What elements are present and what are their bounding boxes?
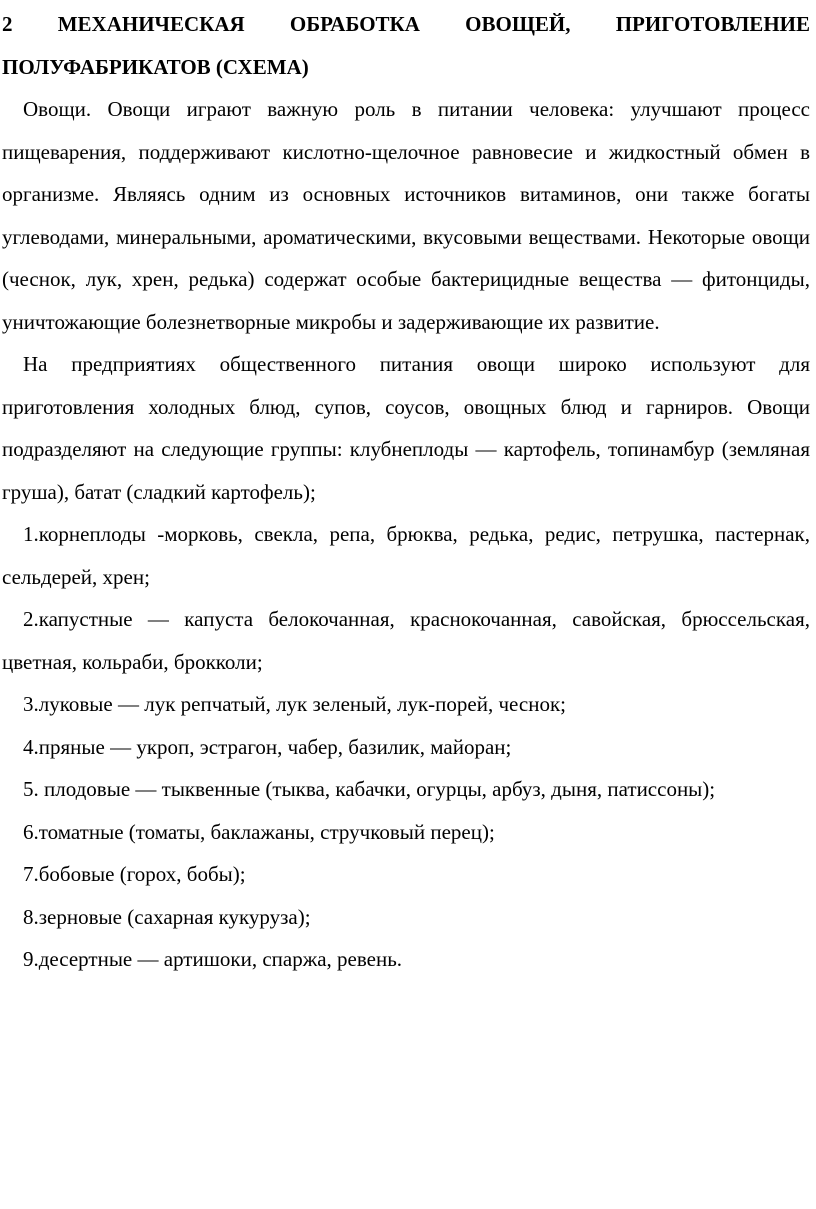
vegetable-groups-list: [2, 513, 810, 981]
list-item-spicy: 4.пряные — укроп, эстрагон, чабер, базилик, майоран;: [23, 734, 512, 759]
paragraph-vegetables-groups: На предприятиях общественного питания овощи широко используют для приготовления холодных блюд, супов, соусов, овощных блюд и гарниров. Овощи подразделяют на следующие группы: клубнеплоды — картофель, топинамбур (земляная груша), батат (сладкий картофель);: [2, 352, 810, 504]
paragraph-vegetables-intro: Овощи. Овощи играют важную роль в питании человека: улучшают процесс пищеварения, поддерживают кислотно-щелочное равновесие и жидкостный обмен в организме. Являясь одним из основных источников витаминов, они также богаты углеводами, минеральными, ароматическими, вкусовыми веществами. Некоторые овощи (чеснок, лук, хрен, редька) содержат особые бактерицидные вещества — фитонциды, уничтожающие болезнетворные микробы и задерживающие их развитие.: [2, 97, 810, 334]
list-item-onions: 3.луковые — лук репчатый, лук зеленый, лук-порей, чеснок;: [23, 692, 566, 716]
list-item-tomato-like: 6.томатные (томаты, баклажаны, стручковый перец);: [23, 819, 495, 844]
list-item-cabbages: 2.капустные — капуста белокочанная, краснокочанная, савойская, брюссельская, цветная, кольраби, брокколи;: [2, 607, 810, 674]
section-heading: 2 МЕХАНИЧЕСКАЯ ОБРАБОТКА ОВОЩЕЙ, ПРИГОТОВЛЕНИЕ ПОЛУФАБРИКАТОВ (СХЕМА): [2, 12, 810, 79]
list-item-root-vegetables: 1.корнеплоды -морковь, свекла, репа, брюква, редька, редис, петрушка, пастернак, сельдерей, хрен;: [2, 522, 810, 589]
list-item-legumes: 7.бобовые (горох, бобы);: [23, 862, 246, 886]
list-item-fruit-vegetables: 5. плодовые — тыквенные (тыква, кабачки, огурцы, арбуз, дыня, патиссоны);: [23, 777, 716, 801]
list-item-grains: 8.зерновые (сахарная кукуруза);: [23, 904, 311, 929]
list-item-dessert: 9.десертные — артишоки, спаржа, ревень.: [23, 947, 403, 971]
